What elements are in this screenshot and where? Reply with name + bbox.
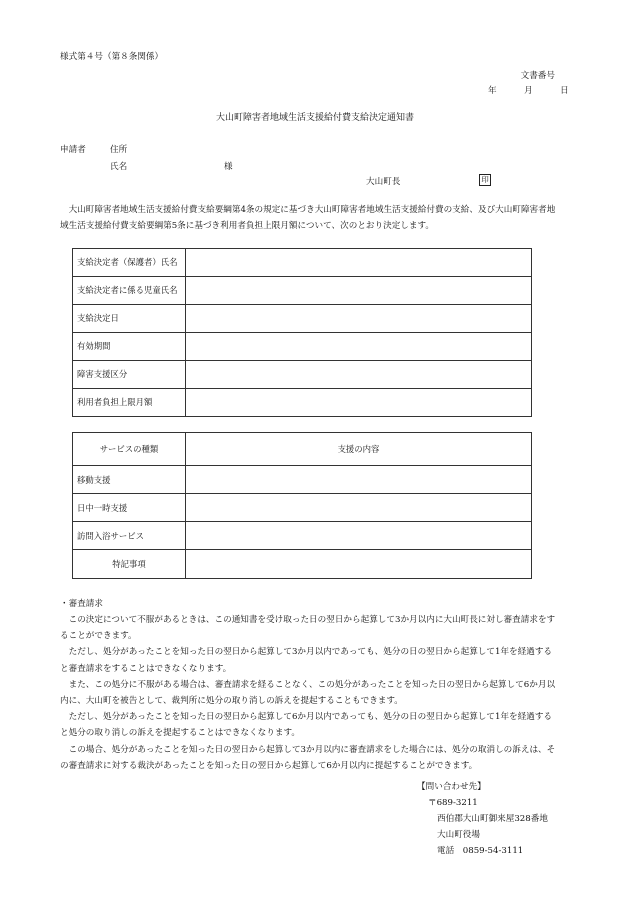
service-value [186, 494, 532, 522]
row-label: 支給決定者（保護者）氏名 [73, 249, 186, 277]
table-row [73, 249, 532, 277]
table-row [73, 550, 532, 579]
document-number-label: 文書番号 [520, 71, 555, 81]
service-label: 特記事項 [73, 550, 186, 579]
review-paragraph: また、この処分に不服がある場合は、審査請求を経ることなく、この処分があったことを知った日の翌日から起算して6か月以内に、大山町を被告として、裁判所に処分の取り消しの訴えを提起することもできます。 [60, 679, 556, 707]
applicant-address-label: 住所 [110, 145, 128, 155]
row-value [186, 305, 532, 333]
service-value [186, 522, 532, 550]
table-row [73, 389, 532, 417]
review-paragraph: この場合、処分があったことを知った日の翌日から起算して3か月以内に審査請求をした場合には、処分の取消しの訴えは、その審査請求に対する裁決があったことを知った日の翌日から起算して6か月以内に提起することができます。 [60, 744, 556, 771]
review-heading: ・審査請求 [60, 599, 103, 609]
row-label: 障害支援区分 [73, 361, 186, 389]
table-row [73, 333, 532, 361]
applicant-label: 申請者 [60, 145, 86, 155]
table-header-row [73, 433, 532, 466]
header-content: 支援の内容 [186, 433, 532, 466]
table-row [73, 361, 532, 389]
review-section [60, 612, 556, 774]
review-paragraph: この決定について不服があるときは、この通知書を受け取った日の翌日から起算して3か月以内に大山町長に対し審査請求をすることができます。 [60, 615, 556, 642]
service-value [186, 466, 532, 494]
row-value [186, 333, 532, 361]
service-label: 移動支援 [73, 466, 186, 494]
intro-text: 大山町障害者地域生活支援給付費支給要綱第4条の規定に基づき大山町障害者地域生活支援給付費の支給、及び大山町障害者地域生活支援給付費支給要綱第5条に基づき利用者負担上限月額について、次のとおり決定します。 [60, 205, 556, 231]
row-value [186, 361, 532, 389]
contact-address: 西伯郡大山町御来屋328番地 [437, 814, 548, 824]
applicant-honorific: 様 [224, 162, 233, 172]
form-number: 様式第４号（第８条関係） [60, 52, 164, 62]
row-label: 支給決定日 [73, 305, 186, 333]
header-service: サービスの種類 [73, 433, 186, 466]
date-month: 月 [524, 86, 533, 96]
row-label: 支給決定者に係る児童氏名 [73, 277, 186, 305]
contact-office: 大山町役場 [437, 830, 480, 840]
date-day: 日 [560, 86, 569, 96]
row-value [186, 389, 532, 417]
table-row [73, 494, 532, 522]
row-value [186, 249, 532, 277]
service-table [72, 432, 532, 579]
table-row [73, 466, 532, 494]
row-label: 有効期間 [73, 333, 186, 361]
issuer-name: 大山町長 [366, 177, 401, 187]
applicant-name-label: 氏名 [110, 162, 128, 172]
contact-postal: 〒689-3211 [428, 798, 478, 808]
contact-phone: 電話 0859-54-3111 [437, 846, 524, 856]
table-row [73, 305, 532, 333]
issuer-seal [479, 174, 491, 186]
decision-table [72, 248, 532, 417]
table-row [73, 277, 532, 305]
date-year: 年 [488, 86, 497, 96]
row-value [186, 277, 532, 305]
service-label: 日中一時支援 [73, 494, 186, 522]
service-label: 訪問入浴サービス [73, 522, 186, 550]
service-value [186, 550, 532, 579]
intro-paragraph [60, 202, 556, 234]
contact-heading: 【問い合わせ先】 [417, 782, 486, 792]
date-line [488, 84, 569, 96]
page-title: 大山町障害者地域生活支援給付費支給決定通知書 [215, 113, 414, 123]
seal-mark: 印 [479, 174, 491, 186]
review-paragraph: ただし、処分があったことを知った日の翌日から起算して3か月以内であっても、処分の日の翌日から起算して1年を経過すると審査請求をすることはできなくなります。 [60, 647, 553, 674]
table-row [73, 522, 532, 550]
row-label: 利用者負担上限月額 [73, 389, 186, 417]
review-paragraph: ただし、処分があったことを知った日の翌日から起算して6か月以内であっても、処分の日の翌日から起算して1年を経過すると処分の取り消しの訴えを提起することはできなくなります。 [60, 712, 553, 739]
